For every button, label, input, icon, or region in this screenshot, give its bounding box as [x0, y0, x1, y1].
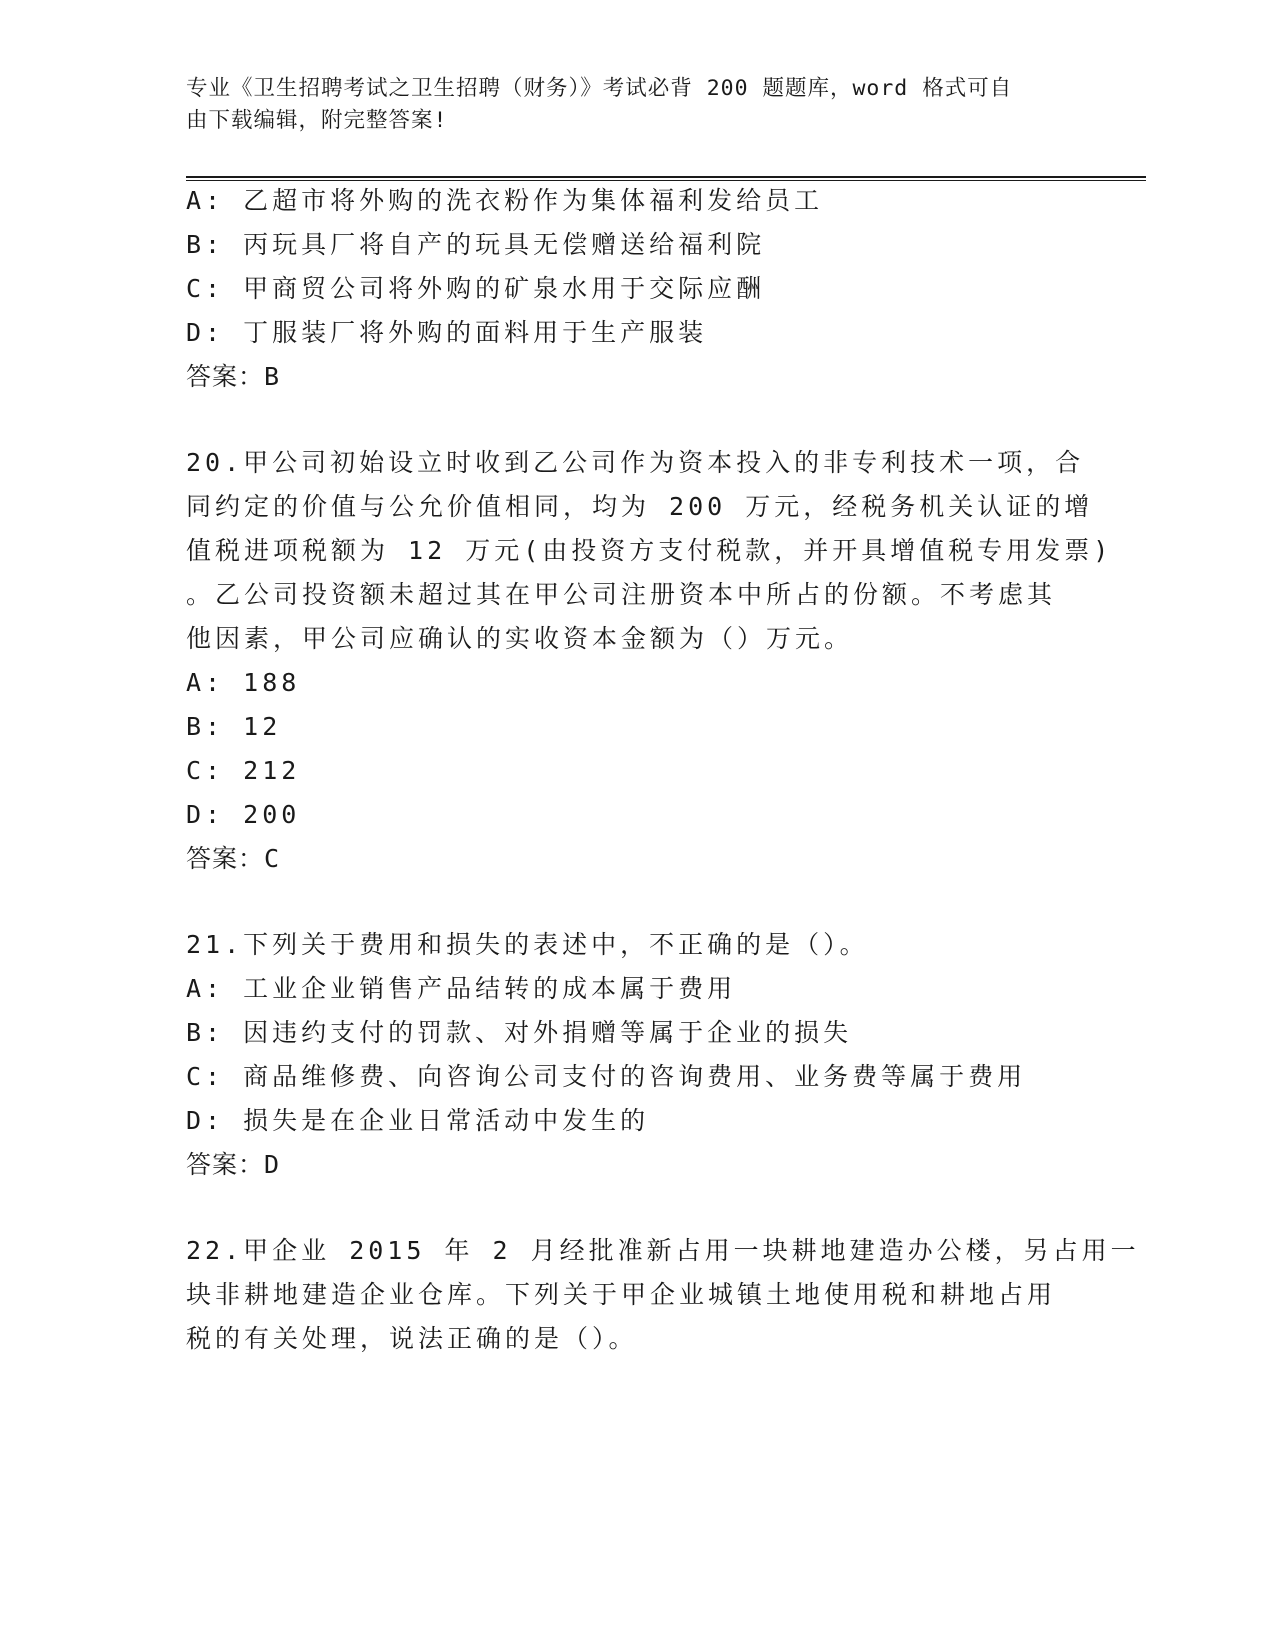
q22-stem-line-1: 22.甲企业 2015 年 2 月经批准新占用一块耕地建造办公楼，另占用一: [186, 1236, 1140, 1265]
q19-answer: 答案：B: [186, 362, 281, 391]
q20-option-a: A: 188: [186, 668, 301, 697]
q21-option-d: D: 损失是在企业日常活动中发生的: [186, 1106, 650, 1135]
q20-stem-line-3: 值税进项税额为 12 万元(由投资方支付税款，并开具增值税专用发票): [186, 536, 1113, 565]
q20-stem-line-1: 20.甲公司初始设立时收到乙公司作为资本投入的非专利技术一项，合: [186, 448, 1085, 477]
q20-option-c: C: 212: [186, 756, 301, 785]
q22-stem-line-2: 块非耕地建造企业仓库。下列关于甲企业城镇土地使用税和耕地占用: [186, 1280, 1057, 1309]
q19-option-c: C: 甲商贸公司将外购的矿泉水用于交际应酬: [186, 274, 766, 303]
q19-option-a: A: 乙超市将外购的洗衣粉作为集体福利发给员工: [186, 186, 824, 215]
q20-stem-line-5: 他因素，甲公司应确认的实收资本金额为（）万元。: [186, 624, 854, 653]
q20-option-d: D: 200: [186, 800, 301, 829]
header-line-1: 专业《卫生招聘考试之卫生招聘（财务）》考试必背 200 题题库，word 格式可自: [186, 76, 1013, 101]
q21-stem: 21.下列关于费用和损失的表述中，不正确的是（）。: [186, 930, 869, 959]
q19-option-b: B: 丙玩具厂将自产的玩具无偿赠送给福利院: [186, 230, 766, 259]
document-header: [186, 73, 1086, 137]
q20-stem-line-2: 同约定的价值与公允价值相同，均为 200 万元，经税务机关认证的增: [186, 492, 1094, 521]
q21-answer: 答案：D: [186, 1150, 281, 1179]
q20-stem-line-4: 。乙公司投资额未超过其在甲公司注册资本中所占的份额。不考虑其: [186, 580, 1057, 609]
q21-option-b: B: 因违约支付的罚款、对外捐赠等属于企业的损失: [186, 1018, 853, 1047]
q22-stem-line-3: 税的有关处理，说法正确的是（）。: [186, 1324, 638, 1353]
q20-answer: 答案：C: [186, 844, 281, 873]
q20-option-b: B: 12: [186, 712, 282, 741]
header-divider: [186, 176, 1146, 181]
q21-option-c: C: 商品维修费、向咨询公司支付的咨询费用、业务费等属于费用: [186, 1062, 1027, 1091]
q21-option-a: A: 工业企业销售产品结转的成本属于费用: [186, 974, 737, 1003]
header-line-2: 由下载编辑，附完整答案!: [186, 108, 448, 133]
q19-option-d: D: 丁服装厂将外购的面料用于生产服装: [186, 318, 708, 347]
